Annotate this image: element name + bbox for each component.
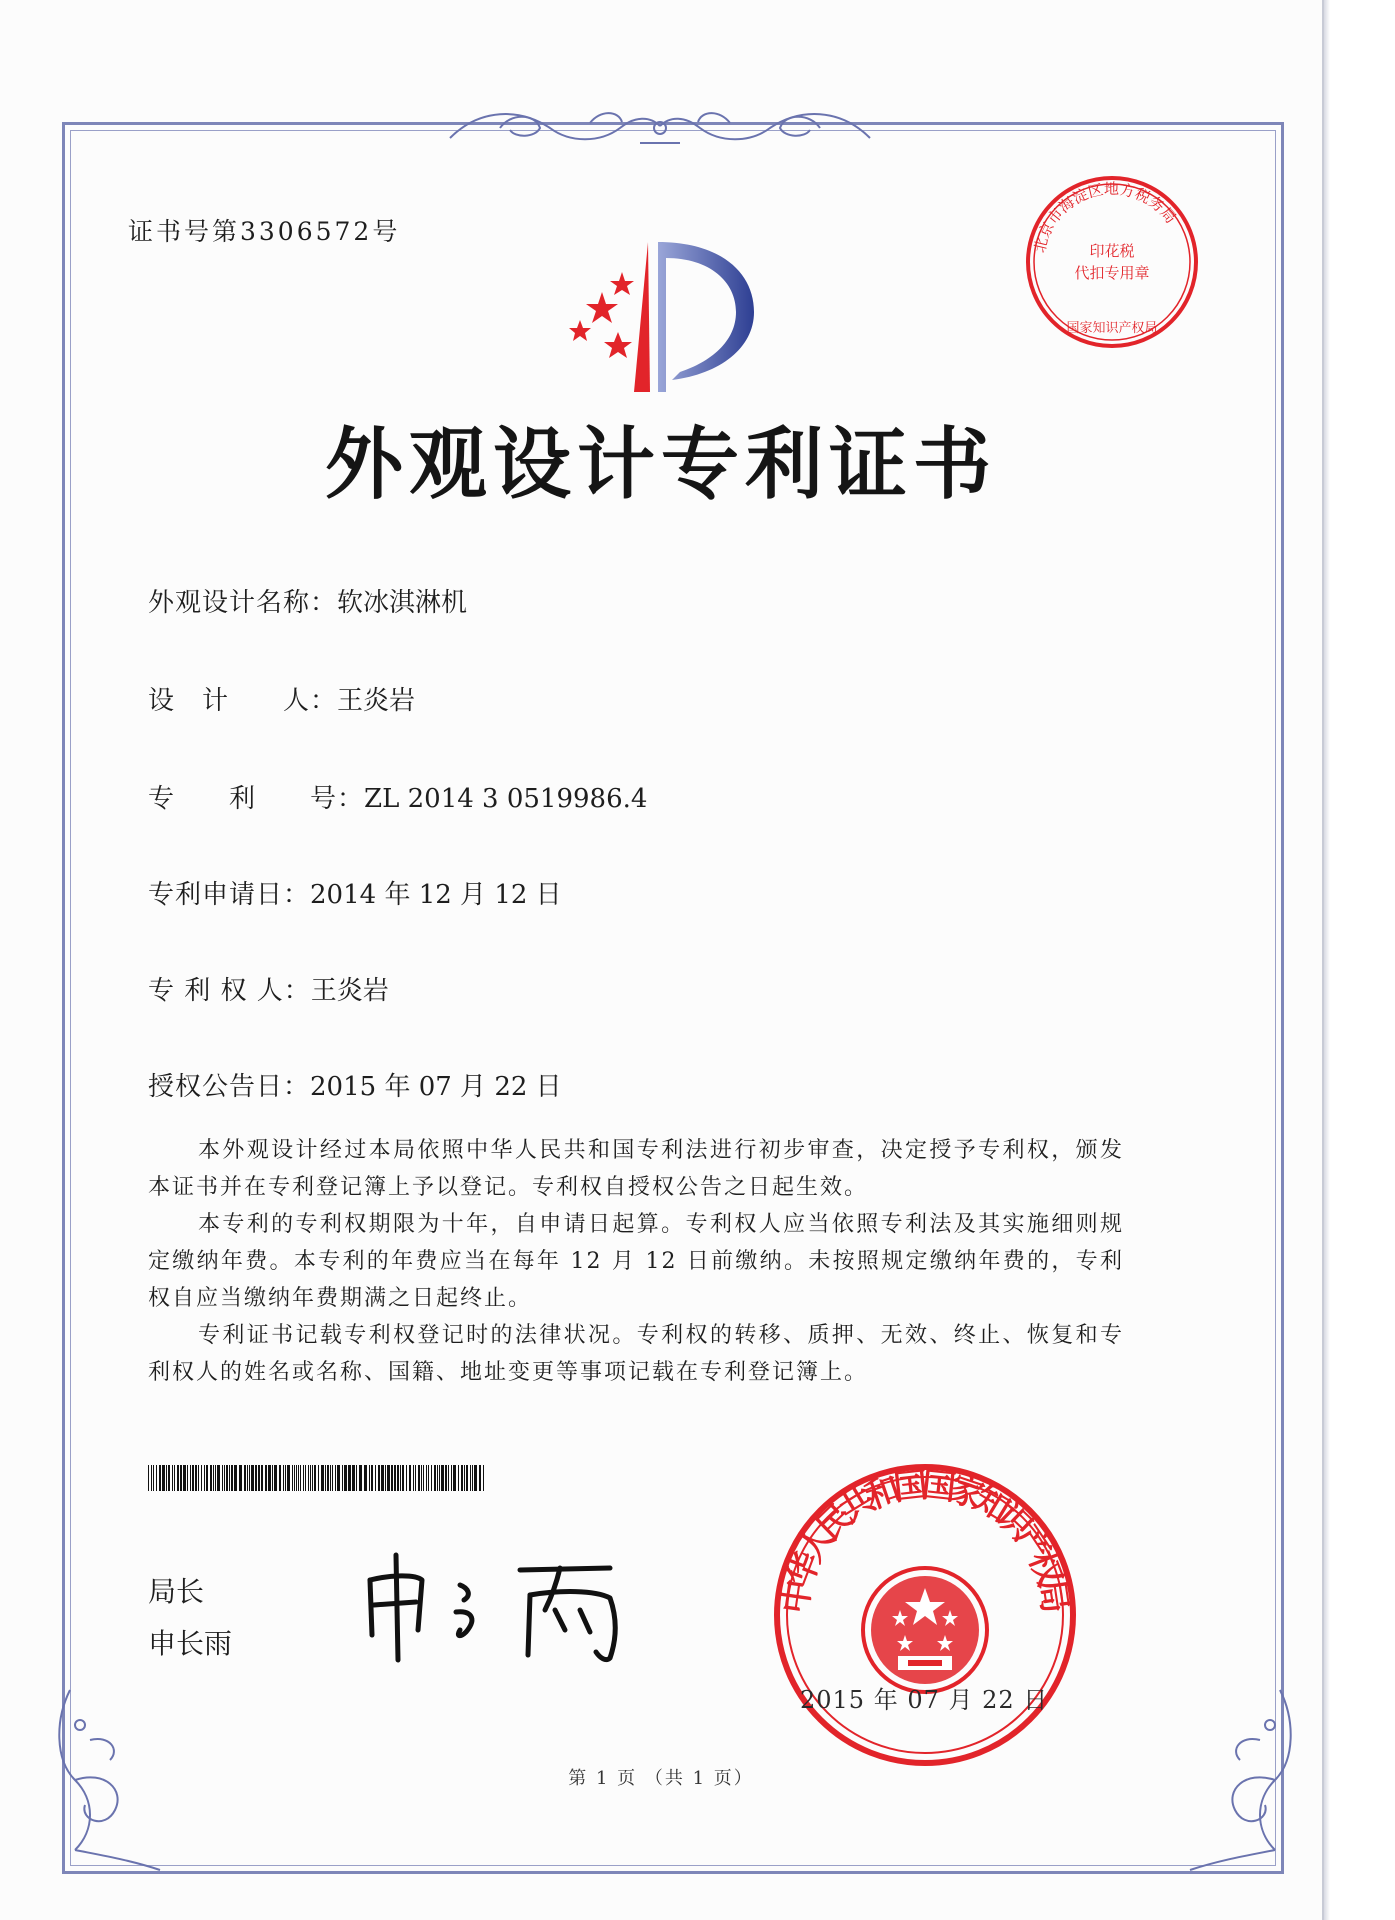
legal-paragraph: 专利证书记载专利权登记时的法律状况。专利权的转移、质押、无效、终止、恢复和专利权人的姓名或名称、国籍、地址变更等事项记载在专利登记簿上。 [148,1323,1124,1385]
designer-value: 王炎岩 [337,686,416,716]
top-ornament-icon [440,98,880,158]
svg-text:北京市海淀区地方税务局: 北京市海淀区地方税务局 [1030,179,1180,255]
page-footer: 第 1 页 （共 1 页） [568,1768,754,1789]
patentee-value: 王炎岩 [310,976,389,1006]
design-name-label: 外观设计名称： [148,588,338,618]
design-name-field [148,582,467,619]
director-title: 局长 [148,1575,205,1608]
application-date-field [148,874,562,911]
patentee-label: 专 利 权 人： [148,976,311,1006]
national-emblem-icon [863,1568,987,1692]
designer-label: 设 计 人： [148,686,338,716]
legal-paragraph: 本专利的专利权期限为十年，自申请日起算。专利权人应当依照专利法及其实施细则规定缴纳年费。本专利的年费应当在每年 12 月 12 日前缴纳。未按照规定缴纳年费的，专利权自应当缴纳年费期满之日起终止。 [148,1212,1124,1311]
svg-text:代扣专用章: 代扣专用章 [1074,264,1150,282]
page-edge [1322,0,1395,1920]
designer-field [148,680,415,717]
application-date-value: 2014 年 12 月 12 日 [310,880,562,910]
certificate-number: 证书号第3306572号 [128,217,401,246]
barcode [148,1465,486,1491]
application-date-label: 专利申请日： [148,880,311,910]
grant-date-field [148,1066,562,1103]
svg-text:中华人民共和国国家知识产权局: 中华人民共和国国家知识产权局 [775,1465,1075,1617]
patent-number-value: ZL 2014 3 0519986.4 [364,784,648,814]
page-title: 外观设计专利证书 [324,419,997,510]
svg-text:国家知识产权局: 国家知识产权局 [1066,321,1158,336]
tax-bureau-seal [1022,172,1202,352]
patent-number-field [148,778,647,815]
patent-number-label: 专 利 号： [148,784,365,814]
seal-date: 2015 年 07 月 22 日 [800,1686,1049,1714]
director-name: 申长雨 [148,1627,233,1660]
patent-office-emblem-icon [540,232,760,402]
legal-paragraph: 本外观设计经过本局依照中华人民共和国专利法进行初步审查，决定授予专利权，颁发本证书并在专利登记簿上予以登记。专利权自授权公告之日起生效。 [148,1138,1124,1200]
grant-date-label: 授权公告日： [148,1072,311,1102]
legal-text [148,1132,1124,1391]
svg-text:印花税: 印花税 [1089,242,1135,260]
office-seal [770,1460,1080,1770]
grant-date-value: 2015 年 07 月 22 日 [310,1072,562,1102]
design-name-value: 软冰淇淋机 [337,588,468,618]
director-signature [360,1540,660,1670]
patentee-field [148,970,389,1007]
